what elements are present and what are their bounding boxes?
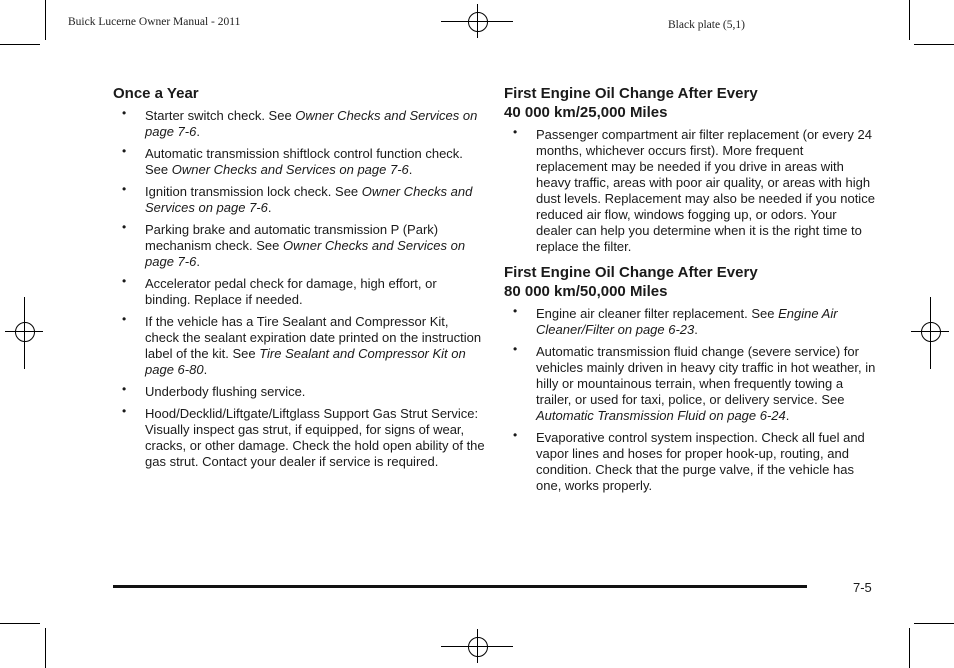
once-a-year-list	[113, 108, 485, 470]
section-80000km-list	[504, 306, 876, 494]
crop-mark	[0, 623, 40, 624]
bullet-icon: •	[122, 182, 127, 196]
bullet-icon: •	[513, 125, 518, 139]
list-item: • Automatic transmission fluid change (severe service) for vehicles mainly driven in heavy city traffic in hot weather, in hilly or mountainous terrain, when frequently towing a trailer, or used for taxi, police, or delivery service. See Automatic Transmission Fluid on page 6-24.	[513, 342, 876, 423]
crop-mark	[909, 628, 910, 668]
bullet-icon: •	[122, 144, 127, 158]
section-80000km	[504, 263, 876, 494]
list-item: • Parking brake and automatic transmission P (Park) mechanism check. See Owner Checks and Services on page 7-6.	[122, 220, 466, 269]
cross-reference[interactable]: Automatic Transmission Fluid on page 6-24	[536, 408, 786, 423]
bullet-icon: •	[122, 220, 127, 234]
section-40000km	[504, 84, 876, 255]
bullet-icon: •	[122, 106, 127, 120]
section-title-40000km: First Engine Oil Change After Every 40 000 km/25,000 Miles	[504, 85, 758, 121]
list-item: • Automatic transmission shiftlock control function check. See Owner Checks and Services on page 7-6.	[122, 144, 463, 177]
section-title-once-a-year: Once a Year	[113, 85, 199, 102]
crop-mark	[45, 628, 46, 668]
crop-mark	[909, 0, 910, 40]
cross-reference[interactable]: Tire Sealant and Compressor Kit on page 6-80	[145, 346, 466, 377]
list-item: • If the vehicle has a Tire Sealant and Compressor Kit, check the sealant expiration date printed on the instruction label of the kit. See Tire Sealant and Compressor Kit on page 6-80.	[122, 312, 482, 377]
section-40000km-list	[504, 127, 876, 255]
crop-mark	[914, 623, 954, 624]
cross-reference[interactable]: Owner Checks and Services on page 7-6	[171, 162, 409, 177]
right-column	[504, 84, 876, 502]
cross-reference[interactable]: Owner Checks and Services on page 7-6	[145, 238, 466, 269]
bullet-icon: •	[513, 342, 518, 356]
list-item: • Engine air cleaner filter replacement. See Engine Air Cleaner/Filter on page 6-23.	[513, 304, 838, 337]
plate-label: Black plate (5,1)	[668, 19, 745, 31]
section-title-80000km: First Engine Oil Change After Every 80 000 km/50,000 Miles	[504, 264, 758, 300]
bullet-icon: •	[122, 312, 127, 326]
list-item: • Underbody flushing service.	[122, 382, 306, 399]
page-number: 7-5	[853, 580, 872, 595]
crop-mark	[45, 0, 46, 40]
cross-reference[interactable]: Owner Checks and Services on page 7-6	[145, 108, 478, 139]
list-item: • Passenger compartment air filter replacement (or every 24 months, whichever occurs first). More frequent replacement may be needed if you drive in areas with heavy traffic, areas with poor air quality, or areas with high dust levels. Replacement may also be needed if you notice reduced air flow, windows fogging up, or odors. Your dealer can help you determine when it is the right time to replace the filter.	[513, 125, 875, 254]
footer-rule	[113, 585, 807, 588]
bullet-icon: •	[122, 274, 127, 288]
bullet-icon: •	[122, 382, 127, 396]
cross-reference[interactable]: Owner Checks and Services on page 7-6	[145, 184, 473, 215]
list-item: • Accelerator pedal check for damage, high effort, or binding. Replace if needed.	[122, 274, 437, 307]
list-item: • Evaporative control system inspection. Check all fuel and vapor lines and hoses for proper hook-up, routing, and condition. Check that the purge valve, if the vehicle has one, works properly.	[513, 428, 865, 493]
crop-mark	[914, 44, 954, 45]
bullet-icon: •	[513, 304, 518, 318]
cross-reference[interactable]: Engine Air Cleaner/Filter on page 6-23	[536, 306, 838, 337]
list-item: • Hood/Decklid/Liftgate/Liftglass Support Gas Strut Service: Visually inspect gas strut, if equipped, for signs of wear, cracks, or other damage. Check the hold open ability of the gas strut. Contact your dealer if service is required.	[122, 404, 485, 469]
running-header-title: Buick Lucerne Owner Manual - 2011	[68, 16, 241, 28]
list-item: • Ignition transmission lock check. See Owner Checks and Services on page 7-6.	[122, 182, 473, 215]
bullet-icon: •	[513, 428, 518, 442]
crop-mark	[0, 44, 40, 45]
list-item: • Starter switch check. See Owner Checks and Services on page 7-6.	[122, 106, 478, 139]
bullet-icon: •	[122, 404, 127, 418]
left-column	[113, 84, 485, 476]
